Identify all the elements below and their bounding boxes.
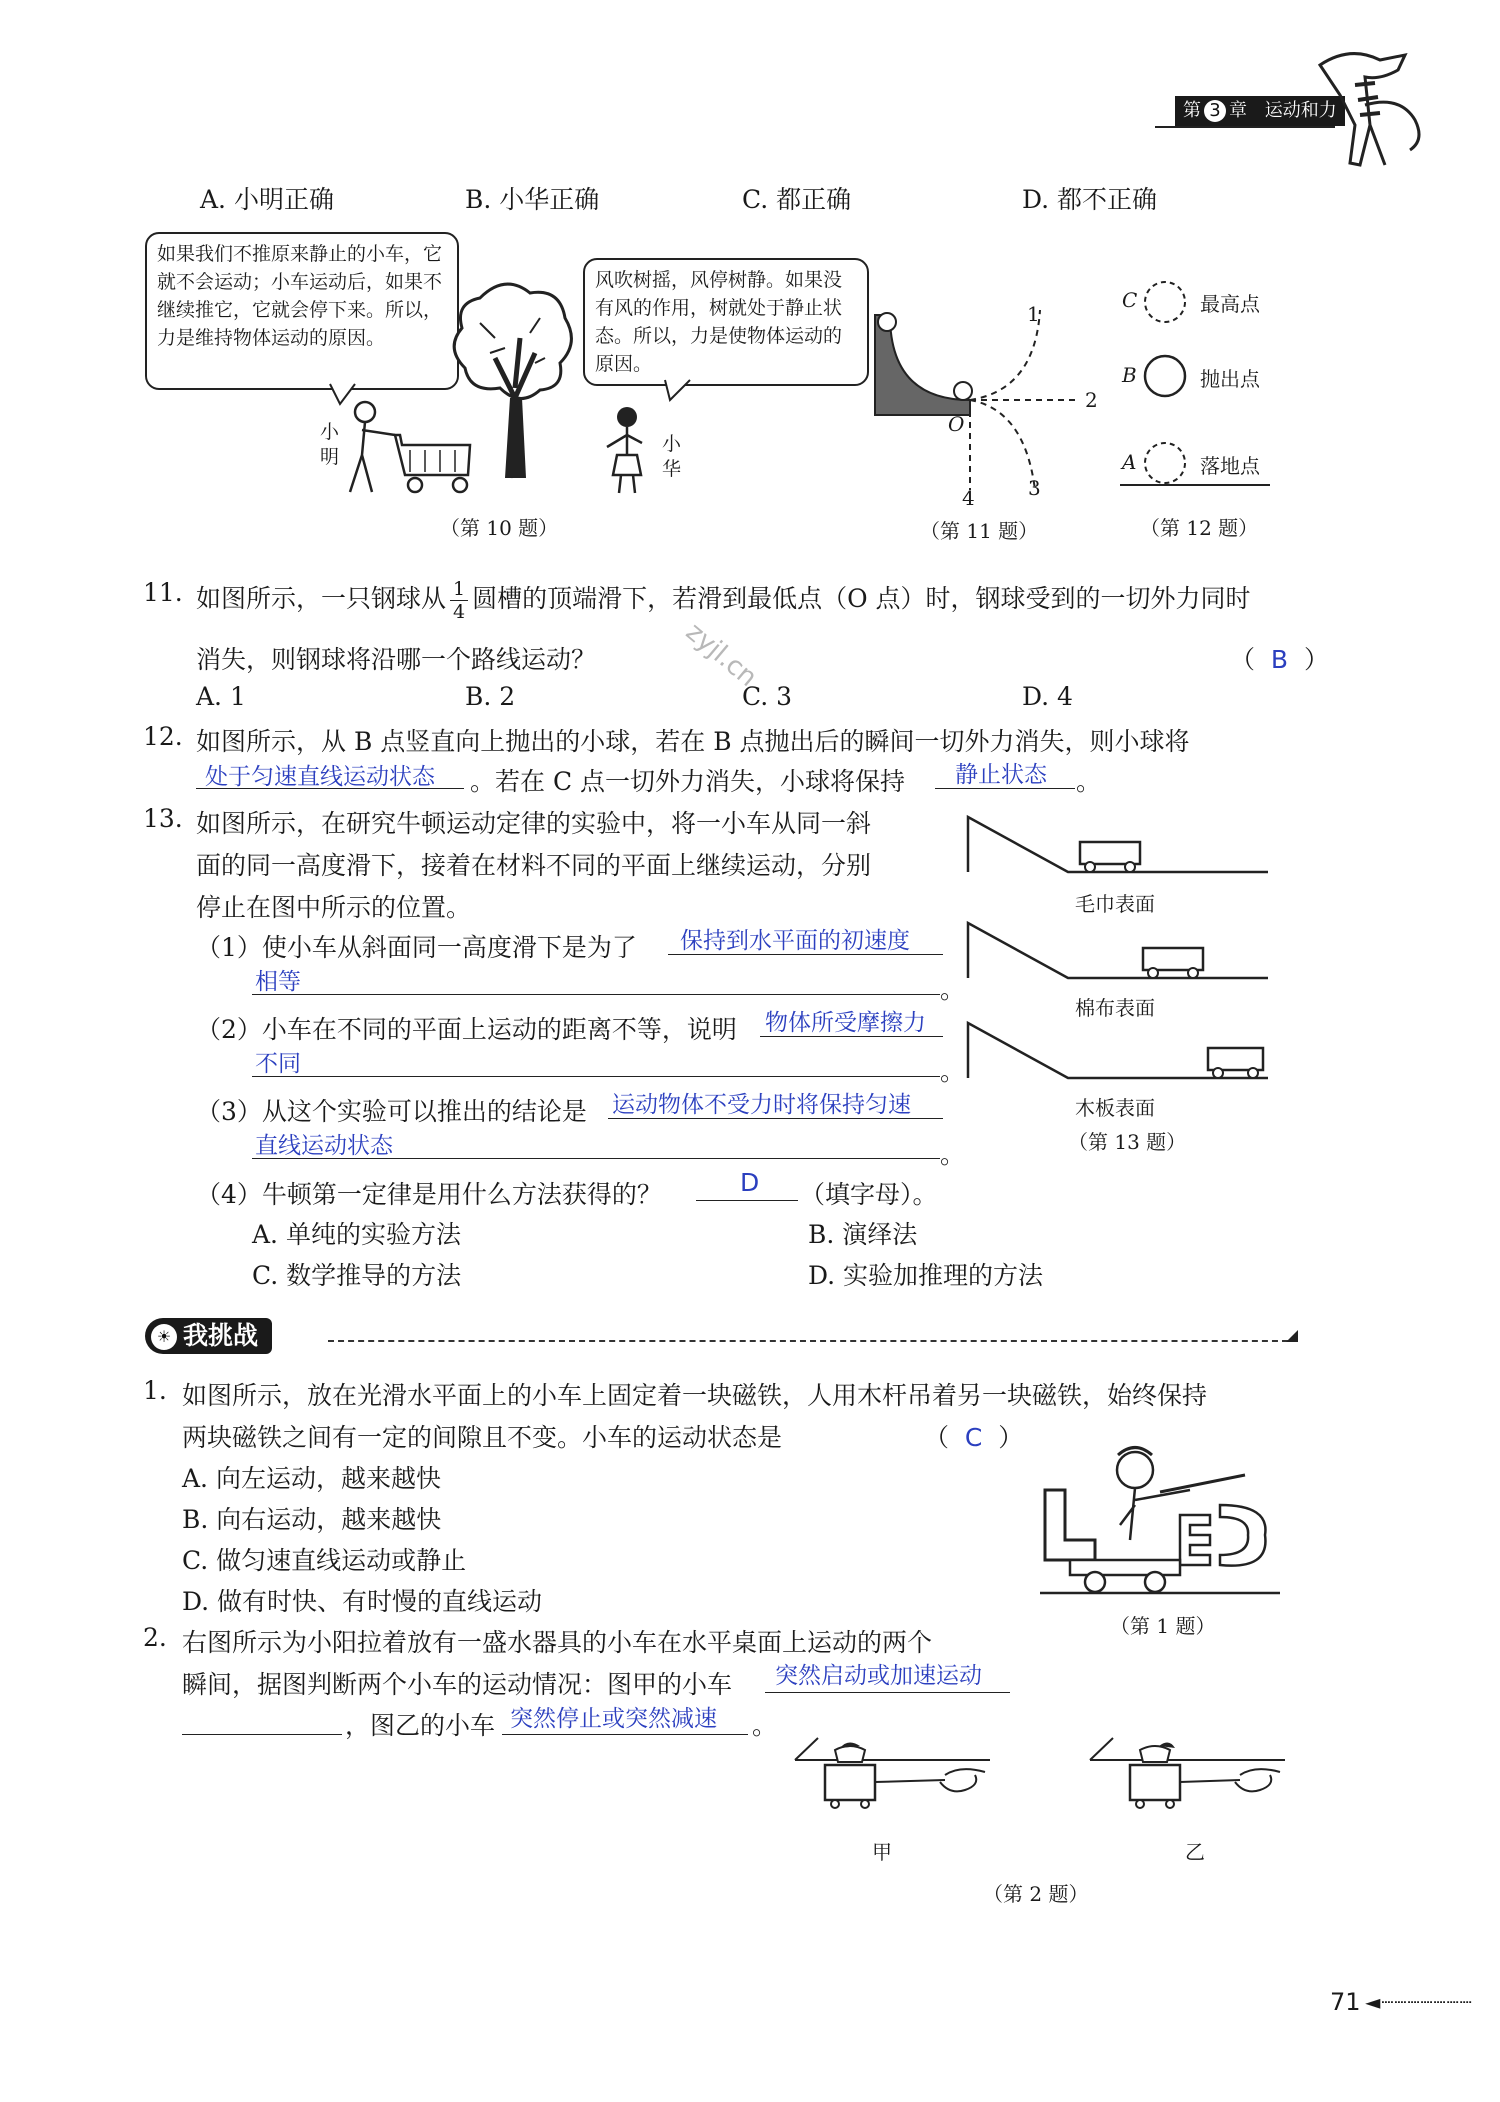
chapter-prefix: 第 [1183,100,1201,121]
fig13-towel-ramp [968,812,1268,882]
fraction-numerator: 1 [450,578,468,601]
q13-period3: 。 [940,1140,966,1169]
name-char: 华 [662,458,682,480]
q13-period2: 。 [940,1057,966,1086]
name-char: 小 [320,421,340,443]
chapter-title: 运动和力 [1264,100,1337,121]
ch-q2-period: 。 [752,1711,778,1740]
q13-answer3b: 直线运动状态 [255,1133,393,1159]
q10-option-d: D. 都不正确 [1022,185,1158,214]
q11-option-a: A. 1 [196,682,246,711]
q10-option-c: C. 都正确 [742,185,852,214]
q11-number: 11. [143,578,183,607]
q13-blank2b [252,1076,940,1077]
fig13-cotton-ramp [968,918,1268,988]
q12-answer1: 处于匀速直线运动状态 [205,764,435,790]
ch-q1-number: 1. [143,1376,167,1405]
speech-bubble-xiaoming: 如果我们不推原来静止的小车，它就不会运动；小车运动后，如果不继续推它，它就会停下来。所以，力是维持物体运动的原因。 [145,232,459,390]
q11-text-a: 如图所示，一只钢球从 [196,584,447,613]
ch-fig2-label-jia: 甲 [872,1840,892,1864]
ch-q1-answer: C [964,1423,983,1452]
challenge-dashed-rule [328,1340,1288,1342]
challenge-title: 我挑战 [183,1321,259,1350]
fig-cart-yi-icon [1085,1720,1295,1830]
q13-option-c: C. 数学推导的方法 [252,1261,462,1290]
q13-sub1: （1）使小车从斜面同一高度滑下是为了 [196,933,637,962]
name-char: 明 [320,446,340,468]
q11-line1 [196,578,1251,623]
fig12-caption: （第 12 题） [1140,516,1259,540]
fig12-label-c: 最高点 [1200,292,1260,316]
page-number: 71 [1330,1988,1361,2016]
ch-fig2-label-yi: 乙 [1185,1840,1205,1864]
page-arrow-icon: ◄┈┈┈┈┈┈┈ [1365,1990,1473,2014]
ch-q2-blank1b [182,1734,342,1735]
q12-answer2: 静止状态 [955,762,1047,788]
q13-line3: 停止在图中所示的位置。 [196,893,472,922]
q13-answer1b: 相等 [255,969,301,995]
q13-blank4 [696,1200,798,1201]
q13-sub3: （3）从这个实验可以推出的结论是 [196,1097,587,1126]
q12-line2: 。若在 C 点一切外力消失，小球将保持 [470,767,906,796]
ch-q1-option-c: C. 做匀速直线运动或静止 [182,1546,467,1575]
q11-option-d: D. 4 [1022,682,1073,711]
q13-answer4: D [740,1168,760,1197]
q13-period1: 。 [940,975,966,1004]
q11-answer-bracket: （ B ） [1230,645,1329,674]
q10-option-b: B. 小华正确 [465,185,600,214]
q12-period: 。 [1076,767,1102,796]
ch-q2-number: 2. [143,1623,167,1652]
challenge-banner [145,1318,272,1354]
ch-q2-answer1: 突然启动或加速运动 [775,1663,982,1689]
chapter-suffix: 章 [1229,100,1247,121]
speech-bubble-xiaohua: 风吹树摇，风停树静。如果没有风的作用，树就处于静止状态。所以，力是使物体运动的原因。 [583,258,869,386]
boy-pushing-cart-icon [340,400,480,500]
girl-icon [597,405,657,495]
ch-fig1-caption: （第 1 题） [1110,1614,1216,1638]
fig11-label-3: 3 [1028,476,1041,500]
tiger-mascot-icon [1310,25,1430,170]
fig13-caption: （第 13 题） [1068,1130,1187,1154]
q13-answer1a: 保持到水平面的初速度 [680,928,910,954]
fig13-wood-ramp [968,1018,1268,1088]
q13-option-d: D. 实验加推理的方法 [808,1261,1044,1290]
q13-blank1a [668,954,943,955]
ch-q2-line1: 右图所示为小阳拉着放有一盛水器具的小车在水平桌面上运动的两个 [182,1628,933,1657]
fig12-balls [1140,280,1200,480]
ch-q1-answer-bracket: （ C ） [924,1423,1024,1452]
speech-tail-right [665,380,705,400]
q12-line1: 如图所示，从 B 点竖直向上抛出的小球，若在 B 点抛出后的瞬间一切外力消失，则小球将 [196,727,1190,756]
q13-sub2: （2）小车在不同的平面上运动的距离不等，说明 [196,1015,737,1044]
q13-sub4-tail: （填字母）。 [800,1180,938,1209]
q12-number: 12. [143,722,183,751]
q12-blank1 [196,788,464,789]
name-char: 小 [662,433,682,455]
fig12-label-a: 落地点 [1200,454,1260,478]
fig10-caption: （第 10 题） [440,516,559,540]
fig-cart-jia-icon [790,1720,1000,1830]
ch-q2-blank2 [502,1734,748,1735]
rule-end-triangle-icon [1286,1330,1298,1342]
ch-q1-option-b: B. 向右运动，越来越快 [182,1505,442,1534]
q13-blank1b [252,994,940,995]
q13-number: 13. [143,804,183,833]
fig11-label-2: 2 [1085,388,1098,412]
q11-option-b: B. 2 [465,682,516,711]
ch-fig2-caption: （第 2 题） [983,1882,1089,1906]
fraction [450,578,468,623]
q13-option-a: A. 单纯的实验方法 [252,1220,461,1249]
fig11-label-4: 4 [962,486,975,510]
fig13-surface-cotton: 棉布表面 [1075,996,1155,1020]
fig12-letter-c: C [1122,288,1138,312]
watermark: zyjl.cn [680,616,763,694]
q13-answer2b: 不同 [255,1051,301,1077]
q13-line1: 如图所示，在研究牛顿运动定律的实验中，将一小车从同一斜 [196,809,872,838]
name-xiaoming [320,420,339,470]
fig12-letter-a: A [1122,450,1137,474]
fig11-label-o: O [948,412,965,436]
q13-blank2a [760,1036,943,1037]
q13-answer2a: 物体所受摩擦力 [765,1010,926,1036]
fig12-letter-b: B [1122,363,1137,387]
q13-line2: 面的同一高度滑下，接着在材料不同的平面上继续运动，分别 [196,851,872,880]
fraction-denominator: 4 [453,601,466,623]
ch-q1-option-d: D. 做有时快、有时慢的直线运动 [182,1587,543,1616]
ch-q1-option-a: A. 向左运动，越来越快 [182,1464,441,1493]
ch-q2-answer2: 突然停止或突然减速 [510,1706,717,1732]
q13-blank3a [608,1118,943,1119]
q13-option-b: B. 演绎法 [808,1220,918,1249]
fig13-surface-wood: 木板表面 [1075,1096,1155,1120]
fig13-surface-towel: 毛巾表面 [1075,892,1155,916]
q11-text-b: 圆槽的顶端滑下，若滑到最低点（O 点）时，钢球受到的一切外力同时 [472,584,1251,613]
q13-answer3a: 运动物体不受力时将保持匀速 [612,1092,911,1118]
header-rule [1155,126,1335,128]
fig11-caption: （第 11 题） [920,519,1039,543]
fig-magnet-cart-icon [1040,1430,1280,1595]
q13-blank3b [252,1158,940,1159]
ch-q1-line2: 两块磁铁之间有一定的间隙且不变。小车的运动状态是 [182,1423,783,1452]
q11-option-c: C. 3 [742,682,793,711]
lightbulb-icon: ☀ [151,1324,177,1350]
q13-sub4: （4）牛顿第一定律是用什么方法获得的？ [196,1180,662,1209]
fig12-label-b: 抛出点 [1200,367,1260,391]
ch-q1-line1: 如图所示，放在光滑水平面上的小车上固定着一块磁铁，人用木杆吊着另一块磁铁，始终保持 [182,1381,1208,1410]
fig11-label-1: 1 [1027,302,1040,326]
ch-q2-line2: 瞬间，据图判断两个小车的运动情况：图甲的小车 [182,1670,733,1699]
chapter-number: 3 [1204,100,1226,122]
ch-q2-blank1a [765,1692,1010,1693]
ch-q2-line3: ，图乙的小车 [345,1711,496,1740]
q12-blank2 [935,788,1075,789]
q11-line2: 消失，则钢球将沿哪一个路线运动？ [196,645,597,674]
fig12-ground-line [1120,484,1270,486]
q10-option-a: A. 小明正确 [200,185,334,214]
fig11-quarter-circle-track [865,300,1105,500]
q11-answer: B [1270,645,1289,674]
name-xiaohua [662,432,681,482]
